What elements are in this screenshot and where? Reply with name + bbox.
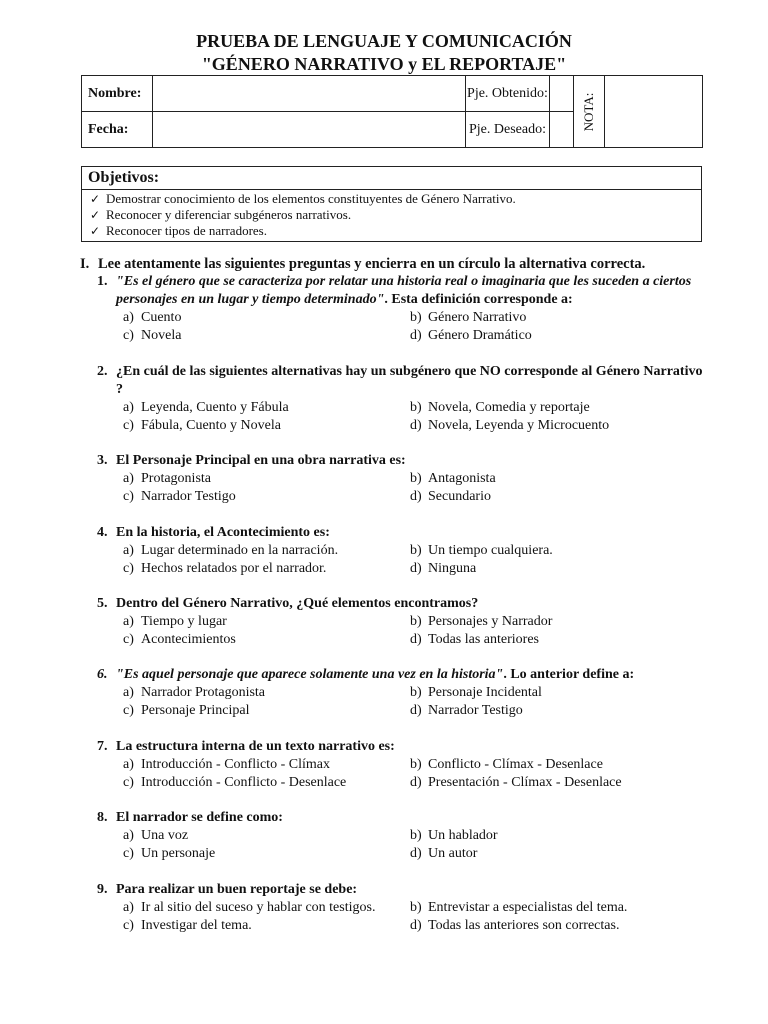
option-b[interactable]: b) Conflicto - Clímax - Desenlace <box>410 757 603 772</box>
objective-item: ✓ Demostrar conocimiento de los elementos constituyentes de Género Narrativo. <box>90 191 516 206</box>
option-c[interactable]: c) Fábula, Cuento y Novela <box>123 418 281 433</box>
question-stem: 8. El narrador se define como: <box>97 810 283 825</box>
option-a[interactable]: a) Una voz <box>123 828 189 843</box>
question-stem: 4. En la historia, el Acontecimiento es: <box>97 525 330 540</box>
option-a[interactable]: a) Narrador Protagonista <box>123 685 266 700</box>
section-numeral: I. <box>80 256 90 272</box>
option-a[interactable]: a) Leyenda, Cuento y Fábula <box>123 400 289 415</box>
option-d[interactable]: d) Ninguna <box>410 561 477 576</box>
nota-label-cell <box>574 76 605 148</box>
option-d[interactable]: d) Todas las anteriores <box>410 632 539 647</box>
answer-options <box>97 756 707 792</box>
answer-options <box>97 613 707 649</box>
question-stem: 9. Para realizar un buen reportaje se debe: <box>97 882 358 897</box>
instruction-text: Lee atentamente las siguientes preguntas y encierra en un círculo la alternativa correcta. <box>98 256 646 272</box>
question-9 <box>97 881 707 935</box>
checkmark-icon: ✓ <box>90 192 101 206</box>
answer-options <box>97 827 707 863</box>
question-stem: 7. La estructura interna de un texto narrativo es: <box>97 739 395 754</box>
answer-options <box>97 542 707 578</box>
option-c[interactable]: c) Narrador Testigo <box>123 489 236 504</box>
objective-item: ✓ Reconocer tipos de narradores. <box>90 223 267 238</box>
option-c[interactable]: c) Personaje Principal <box>123 703 250 718</box>
option-c[interactable]: c) Investigar del tema. <box>123 918 252 933</box>
pje-deseado-label: Pje. Deseado: <box>466 112 550 148</box>
question-5 <box>97 595 707 649</box>
option-b[interactable]: b) Género Narrativo <box>410 310 527 325</box>
answer-options <box>97 399 707 435</box>
objectives-box <box>81 166 702 242</box>
option-b[interactable]: b) Novela, Comedia y reportaje <box>410 400 590 415</box>
answer-options <box>97 309 707 345</box>
question-3 <box>97 452 707 506</box>
objective-item: ✓ Reconocer y diferenciar subgéneros narrativos. <box>90 207 352 222</box>
option-b[interactable]: b) Un tiempo cualquiera. <box>410 543 553 558</box>
page-subtitle: "GÉNERO NARRATIVO y EL REPORTAJE" <box>201 54 567 74</box>
section-instruction <box>80 256 645 273</box>
nombre-label: Nombre: <box>82 76 153 112</box>
student-info-table <box>81 75 703 148</box>
question-4 <box>97 524 707 578</box>
nota-label: NOTA: <box>581 92 596 131</box>
option-a[interactable]: a) Cuento <box>123 310 182 325</box>
option-b[interactable]: b) Personajes y Narrador <box>410 614 553 629</box>
nota-field[interactable] <box>605 76 703 148</box>
question-stem: 1. "Es el género que se caracteriza por relatar una historia real o imaginaria que les suceden a ciertos personajes en un lugar y tiempo determinado". Esta definición corresponde a: <box>97 274 692 307</box>
pje-obtenido-field[interactable] <box>550 76 574 112</box>
option-d[interactable]: d) Narrador Testigo <box>410 703 523 718</box>
nombre-field[interactable] <box>153 76 466 112</box>
question-1 <box>97 273 707 345</box>
option-d[interactable]: d) Todas las anteriores son correctas. <box>410 918 620 933</box>
option-a[interactable]: a) Introducción - Conflicto - Clímax <box>123 757 330 772</box>
pje-deseado-field[interactable] <box>550 112 574 148</box>
question-stem: 3. El Personaje Principal en una obra narrativa es: <box>97 453 406 468</box>
question-stem: 6. "Es aquel personaje que aparece solamente una vez en la historia". Lo anterior define a: <box>97 667 635 682</box>
answer-options <box>97 899 707 935</box>
option-d[interactable]: d) Género Dramático <box>410 328 532 343</box>
checkmark-icon: ✓ <box>90 224 101 238</box>
page-title: PRUEBA DE LENGUAJE Y COMUNICACIÓN <box>196 31 572 51</box>
question-stem: 2. ¿En cuál de las siguientes alternativas hay un subgénero que NO corresponde al Género Narrativo ? <box>97 364 703 397</box>
fecha-label: Fecha: <box>82 112 153 148</box>
option-c[interactable]: c) Introducción - Conflicto - Desenlace <box>123 775 347 790</box>
option-a[interactable]: a) Ir al sitio del suceso y hablar con testigos. <box>123 900 376 915</box>
question-2 <box>97 363 707 435</box>
option-b[interactable]: b) Personaje Incidental <box>410 685 542 700</box>
option-c[interactable]: c) Hechos relatados por el narrador. <box>123 561 327 576</box>
answer-options <box>97 470 707 506</box>
answer-options <box>97 684 707 720</box>
objectives-heading: Objetivos: <box>82 167 701 190</box>
option-c[interactable]: c) Novela <box>123 328 182 343</box>
option-d[interactable]: d) Secundario <box>410 489 491 504</box>
question-7 <box>97 738 707 792</box>
option-a[interactable]: a) Protagonista <box>123 471 211 486</box>
option-b[interactable]: b) Antagonista <box>410 471 496 486</box>
fecha-field[interactable] <box>153 112 466 148</box>
option-b[interactable]: b) Entrevistar a especialistas del tema. <box>410 900 628 915</box>
option-d[interactable]: d) Presentación - Clímax - Desenlace <box>410 775 622 790</box>
question-6 <box>97 666 707 720</box>
objectives-list <box>82 190 701 241</box>
option-d[interactable]: d) Un autor <box>410 846 478 861</box>
question-8 <box>97 809 707 863</box>
checkmark-icon: ✓ <box>90 208 101 222</box>
pje-obtenido-label: Pje. Obtenido: <box>466 76 550 112</box>
option-d[interactable]: d) Novela, Leyenda y Microcuento <box>410 418 610 433</box>
option-b[interactable]: b) Un hablador <box>410 828 498 843</box>
option-a[interactable]: a) Lugar determinado en la narración. <box>123 543 339 558</box>
question-stem: 5. Dentro del Género Narrativo, ¿Qué elementos encontramos? <box>97 596 479 611</box>
option-c[interactable]: c) Un personaje <box>123 846 216 861</box>
option-a[interactable]: a) Tiempo y lugar <box>123 614 227 629</box>
option-c[interactable]: c) Acontecimientos <box>123 632 236 647</box>
